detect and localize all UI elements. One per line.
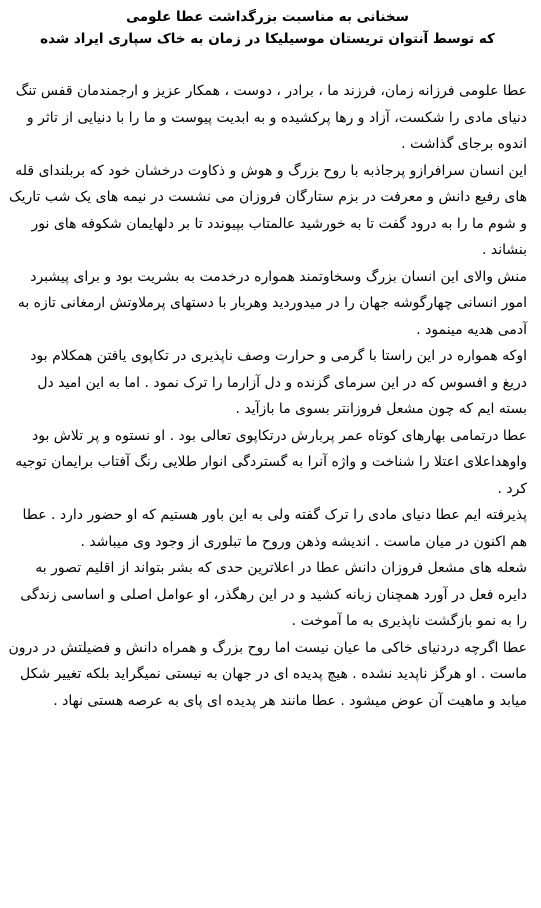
paragraph-6: پذیرفته ایم عطا دنیای مادی را ترک گفته ولی به این باور هستیم که او حضور دارد . عطا هم اکنون در میان ماست . اندیشه وذهن وروح ما تبلوری از وجود وی میباشد . <box>22 507 527 550</box>
paragraph-5: عطا درتمامی بهارهای کوتاه عمر پربارش درتکاپوی تعالی بود . او نستوه و پر تلاش بود واوهداعلای اعتلا را شناخت و واژه آنرا به گستردگی انوار طلایی رنگ آفتاب برایمان توجیه کرد . <box>15 427 527 497</box>
paragraph-3: منش والای این انسان بزرگ وسخاوتمند همواره درخدمت به بشریت بود و برای پیشبرد امور انسانی چهارگوشه جهان را در میدوردید وهربار با دستهای پرملاوتش ارمغانی تازه به آدمی هدیه مینمود . <box>17 268 527 338</box>
page-subtitle: که توسط آنتوان تریستان موسیلیکا در زمان به خاک سپاری ایراد شده <box>40 31 495 47</box>
paragraph-1: عطا علومی فرزانه زمان، فرزند ما ، برادر ، دوست ، همکار عزیز و ارجمندمان قفس تنگ دنیای مادی را شکست، آزاد و رها پرکشیده و به ابدیت پیوست و ما را با دنیایی از تاثر و اندوه برجای گذاشت . <box>15 83 527 152</box>
paragraph-4: اوکه همواره در این راستا با گرمی و حرارت وصف ناپذیری در تکاپوی یافتن همکلام بود دریغ و افسوس که در این سرمای گزنده و دل آزارما را ترک نمود . اما به این امید دل بسته ایم که چون مشعل فروزانتر بسوی ما بازآید . <box>30 348 527 417</box>
paragraph-8: عطا اگرچه دردنیای خاکی ما عیان نیست اما روح بزرگ و همراه دانش و فضیلتش در درون ماست . او هرگز ناپدید نشده . هیچ پدیده ای در جهان به نیستی نمیگراید بلکه تغییر شکل میابد و ماهیت آن عوض میشود . عطا مانند هر پدیده ای پای به عرصه هستی نهاد . <box>8 639 527 709</box>
paragraph-7: شعله های مشعل فروزان دانش عطا در اعلاترین حدی که بشر بتواند از اقلیم تصور به دایره فعل در آورد همچنان زبانه کشید و در این رهگذر، او عوامل اصلی و اساسی زندگی را به نمو بازگشت ناپذیری به ما آموخت . <box>20 560 527 629</box>
paragraph-2: این انسان سرافرازو پرجاذبه با روح بزرگ و هوش و ذکاوت درخشان خود که بربلندای قله های رفیع دانش و معرفت در بزم ستارگان فروزان می نشست در نیمه های یک شب تاریک و شوم ما را به درود گفت تا به خورشید عالمتاب بپیوندد تا بر دلهایمان شکوفه های نور بنشاند . <box>9 162 527 258</box>
page-title: سخنانی به مناسبت بزرگداشت عطا علومی <box>126 9 409 25</box>
